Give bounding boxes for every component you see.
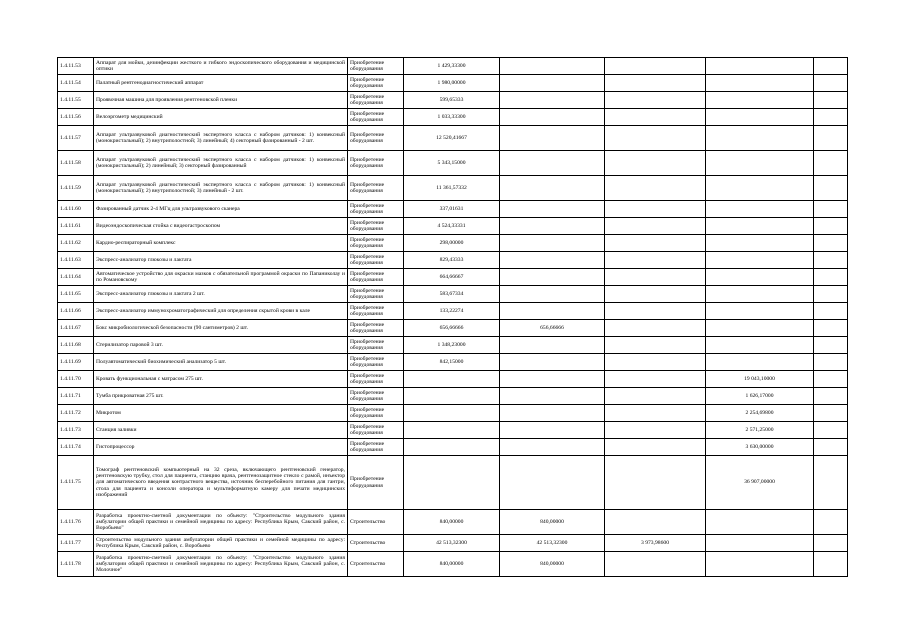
row-amount-3-cell <box>605 235 706 252</box>
row-amount-2-cell <box>500 126 605 151</box>
row-amount-1-cell: 1 980,00000 <box>404 75 500 92</box>
row-number-cell: 1.4.11.67 <box>58 320 94 337</box>
row-amount-4-cell: 19 043,10000 <box>706 371 814 388</box>
row-empty-cell <box>814 405 848 422</box>
row-empty-cell <box>814 456 848 510</box>
row-amount-2-cell <box>500 92 605 109</box>
row-amount-3-cell <box>605 126 706 151</box>
row-number-cell: 1.4.11.63 <box>58 252 94 269</box>
table-row <box>58 535 848 552</box>
row-amount-2-cell <box>500 439 605 456</box>
row-amount-1-cell <box>404 388 500 405</box>
row-description-cell: Аппарат ультразвуковой диагностический экспертного класса с набором датчиков: 1) конвексный (монокристальный); 2) линейный; 3) секторный фазированный <box>94 151 348 176</box>
row-amount-4-cell <box>706 354 814 371</box>
row-number-cell: 1.4.11.62 <box>58 235 94 252</box>
row-amount-4-cell <box>706 201 814 218</box>
row-number-cell: 1.4.11.64 <box>58 269 94 286</box>
row-type-cell: Приобретение оборудования <box>348 235 404 252</box>
row-amount-4-cell <box>706 92 814 109</box>
table-row <box>58 75 848 92</box>
row-amount-2-cell: 656,66666 <box>500 320 605 337</box>
row-type-cell: Приобретение оборудования <box>348 92 404 109</box>
row-type-cell: Приобретение оборудования <box>348 337 404 354</box>
row-amount-3-cell <box>605 320 706 337</box>
table-row <box>58 218 848 235</box>
row-number-cell: 1.4.11.53 <box>58 58 94 75</box>
row-number-cell: 1.4.11.70 <box>58 371 94 388</box>
row-empty-cell <box>814 337 848 354</box>
row-amount-4-cell <box>706 320 814 337</box>
table-row <box>58 58 848 75</box>
row-number-cell: 1.4.11.74 <box>58 439 94 456</box>
row-empty-cell <box>814 422 848 439</box>
row-description-cell: Экспресс-анализатор глюкозы и лактата <box>94 252 348 269</box>
row-amount-3-cell <box>605 552 706 577</box>
row-empty-cell <box>814 92 848 109</box>
row-amount-2-cell <box>500 405 605 422</box>
row-amount-3-cell <box>605 201 706 218</box>
row-amount-1-cell: 1 348,23000 <box>404 337 500 354</box>
row-amount-3-cell <box>605 303 706 320</box>
table-row <box>58 92 848 109</box>
row-type-cell: Приобретение оборудования <box>348 58 404 75</box>
table-row <box>58 235 848 252</box>
table-row <box>58 151 848 176</box>
row-description-cell: Видеоэндоскопическая стойка с видеогастроскопом <box>94 218 348 235</box>
row-amount-4-cell <box>706 176 814 201</box>
row-amount-4-cell <box>706 75 814 92</box>
row-amount-3-cell <box>605 109 706 126</box>
row-empty-cell <box>814 510 848 535</box>
row-number-cell: 1.4.11.69 <box>58 354 94 371</box>
row-amount-3-cell <box>605 422 706 439</box>
row-description-cell: Аппарат ультразвуковой диагностический экспертного класса с набором датчиков: 1) конвексный (монокристальный); 2) внутриполостной; 3) линейный - 2 шт. <box>94 176 348 201</box>
row-description-cell: Разработка проектно-сметной документации по объекту: "Строительство модульного здания амбулатории общей практики и семейной медицины по адресу: Республика Крым, Сакский район, с. Молочное" <box>94 552 348 577</box>
row-amount-1-cell: 656,66666 <box>404 320 500 337</box>
row-amount-1-cell: 42 513,32300 <box>404 535 500 552</box>
row-description-cell: Станция заливки <box>94 422 348 439</box>
row-type-cell: Приобретение оборудования <box>348 269 404 286</box>
row-type-cell: Приобретение оборудования <box>348 388 404 405</box>
row-amount-4-cell <box>706 286 814 303</box>
row-empty-cell <box>814 252 848 269</box>
row-amount-1-cell <box>404 422 500 439</box>
row-type-cell: Приобретение оборудования <box>348 126 404 151</box>
row-description-cell: Аппарат ультразвуковой диагностический экспертного класса с набором датчиков: 1) конвексный (монокристальный); 2) внутриполостной; 3) линейный; 4) секторный фазированный - 2 шт. <box>94 126 348 151</box>
row-description-cell: Строительство модульного здания амбулатории общей практики и семейной медицины по адресу: Республика Крым, Сакский район, с. Воробьево <box>94 535 348 552</box>
row-description-cell: Экспресс-анализатор глюкозы и лактата 2 шт. <box>94 286 348 303</box>
row-empty-cell <box>814 126 848 151</box>
row-empty-cell <box>814 58 848 75</box>
row-amount-3-cell <box>605 439 706 456</box>
row-amount-4-cell <box>706 58 814 75</box>
row-amount-3-cell <box>605 510 706 535</box>
row-amount-2-cell <box>500 422 605 439</box>
row-amount-3-cell <box>605 269 706 286</box>
row-amount-3-cell <box>605 405 706 422</box>
row-type-cell: Строительство <box>348 552 404 577</box>
row-amount-3-cell <box>605 286 706 303</box>
row-empty-cell <box>814 354 848 371</box>
row-amount-1-cell: 5 343,15000 <box>404 151 500 176</box>
row-amount-1-cell: 1 033,33300 <box>404 109 500 126</box>
row-amount-4-cell: 36 907,00000 <box>706 456 814 510</box>
row-amount-2-cell: 840,00000 <box>500 552 605 577</box>
table-row <box>58 303 848 320</box>
row-amount-2-cell <box>500 286 605 303</box>
row-description-cell: Кровать функциональная с матрасом 275 шт. <box>94 371 348 388</box>
row-description-cell: Томограф рентгеновский компьютерный на 32 среза, включающего рентгеновский генератор, рентгеновскую трубку, стол для пациента, станцию врача, рентгенозащитное стекло с рамой, инъектор для автоматического введения контрастного вещества, источник бесперебойного питания для гантри, стола для пациента и консоли оператора и мультиформатную камеру для печати медицинских изображений <box>94 456 348 510</box>
row-amount-2-cell <box>500 371 605 388</box>
row-amount-3-cell <box>605 58 706 75</box>
row-type-cell: Строительство <box>348 510 404 535</box>
row-description-cell: Микротом <box>94 405 348 422</box>
row-amount-2-cell <box>500 337 605 354</box>
row-amount-3-cell <box>605 92 706 109</box>
row-type-cell: Приобретение оборудования <box>348 218 404 235</box>
row-amount-4-cell: 1 626,17000 <box>706 388 814 405</box>
row-number-cell: 1.4.11.66 <box>58 303 94 320</box>
row-amount-4-cell: 2 571,25000 <box>706 422 814 439</box>
table-row <box>58 320 848 337</box>
row-type-cell: Приобретение оборудования <box>348 439 404 456</box>
row-amount-2-cell <box>500 201 605 218</box>
row-amount-3-cell <box>605 337 706 354</box>
row-amount-1-cell: 4 524,33331 <box>404 218 500 235</box>
row-type-cell: Приобретение оборудования <box>348 176 404 201</box>
row-amount-1-cell: 842,15000 <box>404 354 500 371</box>
row-type-cell: Приобретение оборудования <box>348 75 404 92</box>
row-description-cell: Палатный рентгенодиагностический аппарат <box>94 75 348 92</box>
row-amount-4-cell <box>706 510 814 535</box>
row-type-cell: Приобретение оборудования <box>348 286 404 303</box>
row-amount-1-cell: 133,22274 <box>404 303 500 320</box>
table-row <box>58 552 848 577</box>
row-description-cell: Тумба прикроватная 275 шт. <box>94 388 348 405</box>
row-type-cell: Приобретение оборудования <box>348 201 404 218</box>
row-empty-cell <box>814 303 848 320</box>
row-amount-2-cell <box>500 75 605 92</box>
budget-table <box>57 57 848 577</box>
row-type-cell: Приобретение оборудования <box>348 456 404 510</box>
row-amount-3-cell <box>605 151 706 176</box>
row-number-cell: 1.4.11.61 <box>58 218 94 235</box>
row-empty-cell <box>814 75 848 92</box>
row-amount-2-cell <box>500 269 605 286</box>
row-amount-2-cell <box>500 252 605 269</box>
row-amount-2-cell <box>500 303 605 320</box>
row-empty-cell <box>814 151 848 176</box>
row-amount-4-cell <box>706 337 814 354</box>
table-row <box>58 252 848 269</box>
row-number-cell: 1.4.11.54 <box>58 75 94 92</box>
row-number-cell: 1.4.11.56 <box>58 109 94 126</box>
row-amount-2-cell <box>500 456 605 510</box>
row-amount-2-cell: 42 513,32300 <box>500 535 605 552</box>
row-number-cell: 1.4.11.68 <box>58 337 94 354</box>
row-amount-1-cell <box>404 405 500 422</box>
row-amount-3-cell <box>605 176 706 201</box>
row-amount-1-cell: 298,00000 <box>404 235 500 252</box>
row-type-cell: Приобретение оборудования <box>348 371 404 388</box>
row-amount-4-cell <box>706 151 814 176</box>
row-amount-3-cell <box>605 252 706 269</box>
row-number-cell: 1.4.11.57 <box>58 126 94 151</box>
row-amount-4-cell <box>706 269 814 286</box>
row-amount-2-cell <box>500 235 605 252</box>
table-body <box>58 58 848 577</box>
row-amount-2-cell: 840,00000 <box>500 510 605 535</box>
row-number-cell: 1.4.11.77 <box>58 535 94 552</box>
row-description-cell: Разработка проектно-сметной документации по объекту: "Строительство модульного здания амбулатории общей практики и семейной медицины по адресу: Республика Крым, Сакский район, с. Воробьево" <box>94 510 348 535</box>
row-amount-4-cell: 2 254,69800 <box>706 405 814 422</box>
row-amount-1-cell: 829,43333 <box>404 252 500 269</box>
row-amount-3-cell <box>605 388 706 405</box>
row-description-cell: Аппарат для мойки, дезинфекции жесткого и гибкого эндоскопического оборудования и медицинской оптики <box>94 58 348 75</box>
row-amount-1-cell: 1 429,33300 <box>404 58 500 75</box>
row-empty-cell <box>814 176 848 201</box>
row-amount-1-cell: 840,00000 <box>404 510 500 535</box>
row-type-cell: Приобретение оборудования <box>348 109 404 126</box>
table-row <box>58 126 848 151</box>
row-description-cell: Фазированный датчик 2-4 МГц для ультразвукового сканера <box>94 201 348 218</box>
row-amount-1-cell <box>404 371 500 388</box>
row-amount-1-cell: 12 520,41667 <box>404 126 500 151</box>
row-amount-3-cell: 3 973,98600 <box>605 535 706 552</box>
table-row <box>58 456 848 510</box>
row-amount-4-cell <box>706 303 814 320</box>
row-description-cell: Бокс микробиологической безопасности (90 сантиметров) 2 шт. <box>94 320 348 337</box>
row-amount-2-cell <box>500 218 605 235</box>
row-amount-1-cell: 599,65333 <box>404 92 500 109</box>
row-empty-cell <box>814 235 848 252</box>
row-amount-4-cell: 3 630,00000 <box>706 439 814 456</box>
table-row <box>58 354 848 371</box>
row-number-cell: 1.4.11.73 <box>58 422 94 439</box>
row-description-cell: Полуавтоматический биохимический анализатор 5 шт. <box>94 354 348 371</box>
row-empty-cell <box>814 439 848 456</box>
row-type-cell: Приобретение оборудования <box>348 354 404 371</box>
table-row <box>58 510 848 535</box>
row-empty-cell <box>814 535 848 552</box>
row-amount-4-cell <box>706 126 814 151</box>
row-empty-cell <box>814 269 848 286</box>
row-amount-2-cell <box>500 151 605 176</box>
row-amount-3-cell <box>605 354 706 371</box>
row-amount-1-cell <box>404 456 500 510</box>
row-description-cell: Кардио-респираторный комплекс <box>94 235 348 252</box>
table-row <box>58 422 848 439</box>
row-amount-3-cell <box>605 218 706 235</box>
row-amount-4-cell <box>706 535 814 552</box>
row-type-cell: Приобретение оборудования <box>348 252 404 269</box>
row-amount-2-cell <box>500 109 605 126</box>
row-number-cell: 1.4.11.75 <box>58 456 94 510</box>
row-empty-cell <box>814 320 848 337</box>
row-amount-2-cell <box>500 176 605 201</box>
row-amount-4-cell <box>706 252 814 269</box>
row-amount-4-cell <box>706 218 814 235</box>
row-description-cell: Стерилизатор паровой 3 шт. <box>94 337 348 354</box>
row-amount-3-cell <box>605 75 706 92</box>
row-description-cell: Гистопроцессор <box>94 439 348 456</box>
row-amount-1-cell: 664,66667 <box>404 269 500 286</box>
row-amount-4-cell <box>706 109 814 126</box>
row-type-cell: Строительство <box>348 535 404 552</box>
row-number-cell: 1.4.11.60 <box>58 201 94 218</box>
row-type-cell: Приобретение оборудования <box>348 320 404 337</box>
table-row <box>58 201 848 218</box>
row-number-cell: 1.4.11.78 <box>58 552 94 577</box>
table-row <box>58 371 848 388</box>
row-empty-cell <box>814 218 848 235</box>
row-empty-cell <box>814 388 848 405</box>
row-description-cell: Велоэргометр медицинский <box>94 109 348 126</box>
table-row <box>58 388 848 405</box>
row-amount-1-cell: 840,00000 <box>404 552 500 577</box>
row-type-cell: Приобретение оборудования <box>348 303 404 320</box>
row-number-cell: 1.4.11.55 <box>58 92 94 109</box>
row-type-cell: Приобретение оборудования <box>348 405 404 422</box>
row-amount-2-cell <box>500 354 605 371</box>
row-empty-cell <box>814 552 848 577</box>
row-number-cell: 1.4.11.65 <box>58 286 94 303</box>
row-empty-cell <box>814 109 848 126</box>
row-empty-cell <box>814 286 848 303</box>
table-row <box>58 269 848 286</box>
row-amount-1-cell: 583,67334 <box>404 286 500 303</box>
row-amount-1-cell: 337,01631 <box>404 201 500 218</box>
row-empty-cell <box>814 201 848 218</box>
row-amount-4-cell <box>706 552 814 577</box>
row-type-cell: Приобретение оборудования <box>348 151 404 176</box>
row-number-cell: 1.4.11.72 <box>58 405 94 422</box>
row-number-cell: 1.4.11.58 <box>58 151 94 176</box>
table-row <box>58 286 848 303</box>
row-amount-1-cell: 11 361,57332 <box>404 176 500 201</box>
row-number-cell: 1.4.11.59 <box>58 176 94 201</box>
row-amount-2-cell <box>500 388 605 405</box>
row-description-cell: Автоматическое устройство для окраски мазков с обязательной программой окраски по Папаниколау и по Романовскому <box>94 269 348 286</box>
row-amount-4-cell <box>706 235 814 252</box>
row-number-cell: 1.4.11.76 <box>58 510 94 535</box>
table-row <box>58 176 848 201</box>
row-number-cell: 1.4.11.71 <box>58 388 94 405</box>
table-row <box>58 405 848 422</box>
table-row <box>58 109 848 126</box>
row-description-cell: Проявочная машина для проявления рентгеновской пленки <box>94 92 348 109</box>
row-amount-3-cell <box>605 371 706 388</box>
row-amount-2-cell <box>500 58 605 75</box>
table-row <box>58 337 848 354</box>
row-amount-1-cell <box>404 439 500 456</box>
row-empty-cell <box>814 371 848 388</box>
table-row <box>58 439 848 456</box>
row-description-cell: Экспресс-анализатор иммунохроматографический для определения скрытой крови в кале <box>94 303 348 320</box>
row-amount-3-cell <box>605 456 706 510</box>
row-type-cell: Приобретение оборудования <box>348 422 404 439</box>
